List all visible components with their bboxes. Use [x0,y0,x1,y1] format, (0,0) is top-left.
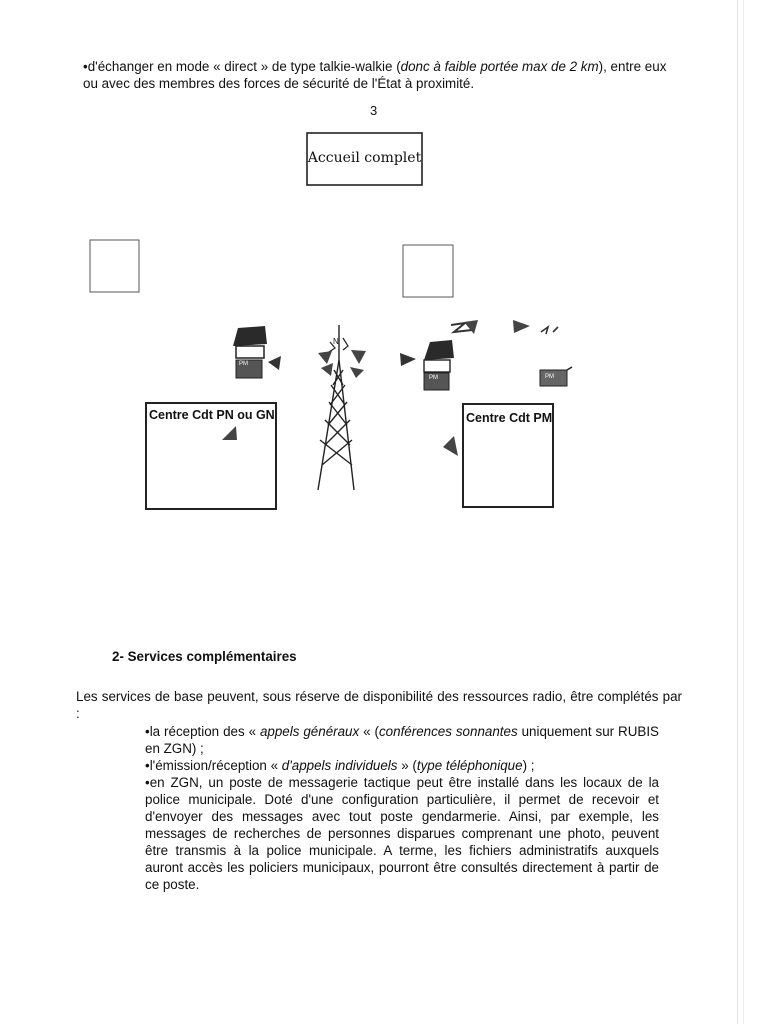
middle-radio-tag: PM [429,375,438,381]
bullet-1-prefix: •la réception des « [145,724,260,739]
signal-wave-right-top [351,350,366,364]
list-item: •en ZGN, un poste de messagerie tactique peut être installé dans les locaux de la police municipale. Doté d'une configuration particulière, il permet de recevoir et d'envoyer des messages avec tout poste gendarmerie. Ainsi, par exemple, les messages de recherches de personnes disparues comprenant une photo, peuvent être transmis à la police municipale. A terme, les fichiers administratifs auxquels auront accès les policiers municipaux, pourront être consultés directement à partir de ce poste. [145,775,659,892]
bullet-list [145,723,659,893]
left-radio-tag: PM [239,361,248,367]
radio-network-diagram [0,120,768,540]
bullet-1-end: uniquement sur RUBIS en ZGN) ; [145,724,659,756]
bullet-2-prefix: •l'émission/réception « [145,758,282,773]
bullet-1-italic-2: conférences sonnantes [378,724,518,739]
bullet-char: • [83,59,88,74]
intro-text-start: d'échanger en mode « direct » de type talkie-walkie ( [87,59,401,74]
right-centre-signal [443,436,458,456]
accueil-box-label: Accueil complet [307,150,422,166]
list-item [145,723,659,757]
antenna-tower-icon [318,325,354,490]
bullet-2-italic: d'appels individuels [281,758,398,773]
section-paragraph: Les services de base peuvent, sous réserve de disponibilité des ressources radio, être complétés par : [76,689,682,721]
right-centre-label: Centre Cdt PM [466,411,553,425]
right-radio-icon [513,320,572,386]
antenna-mark: N [333,337,339,346]
signal-wave-left-bottom [321,363,333,376]
right-empty-square [403,245,453,297]
bullet-2-end: ) ; [522,758,535,773]
bullet-1-italic: appels généraux [259,724,360,739]
bullet-1-mid: « ( [359,724,379,739]
signal-wave-left-top [318,351,332,364]
intro-bullet [83,58,683,92]
left-empty-square [90,240,139,292]
page-number: 3 [370,103,378,118]
intro-text-italic: donc à faible portée max de 2 km [400,59,599,74]
intro-text-end: ), entre eux ou avec des membres des forces de sécurité de l'État à proximité. [83,59,667,91]
left-centre-label: Centre Cdt PN ou GN [149,408,275,422]
list-item [145,757,659,774]
middle-radio-icon [400,320,478,390]
diagram-drawing [0,120,768,540]
signal-wave-right-bottom [350,367,364,378]
bullet-2-italic-2: type téléphonique [416,758,523,773]
section-title: 2- Services complémentaires [112,649,297,664]
bullet-2-mid: » ( [397,758,417,773]
left-radio-icon [233,326,281,378]
right-radio-tag: PM [545,374,554,380]
